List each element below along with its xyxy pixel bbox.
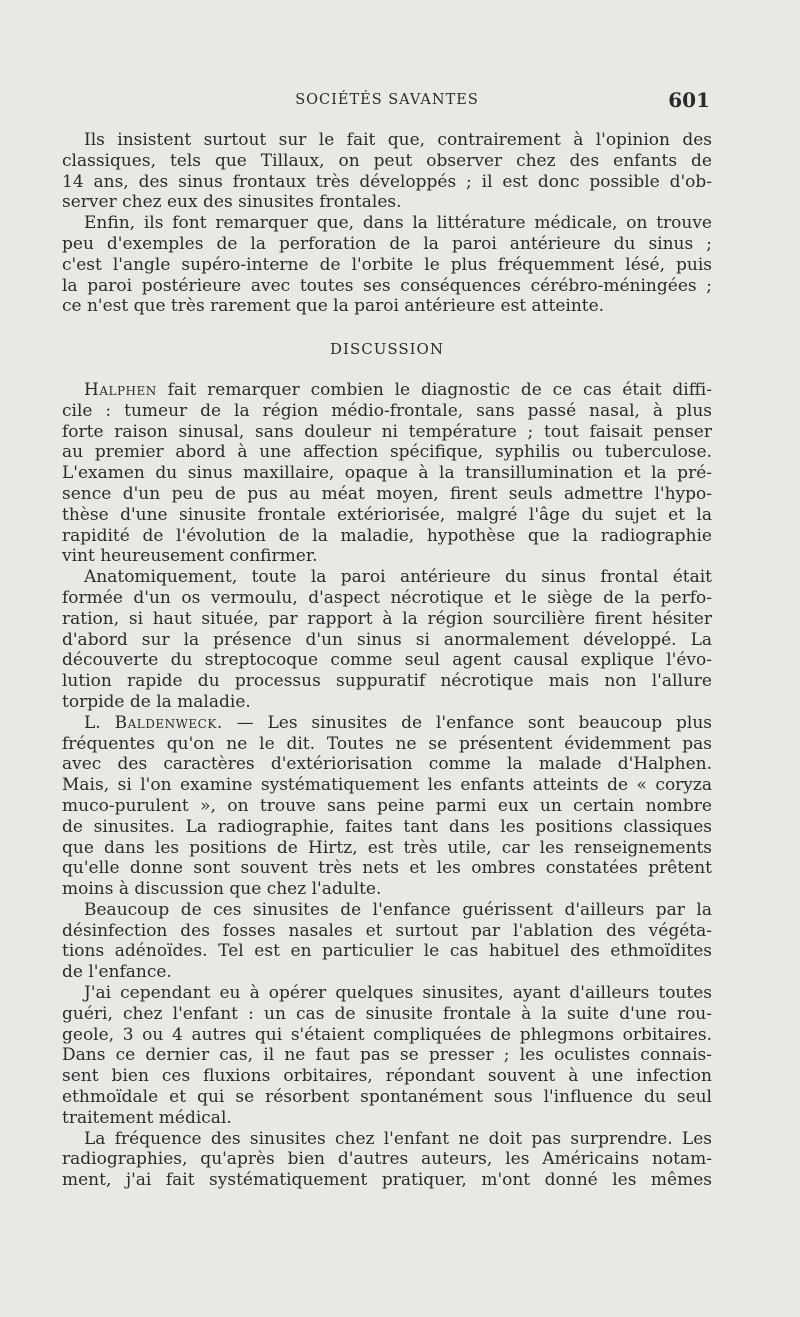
text-line: de l'enfance. — [62, 962, 172, 983]
paragraph — [62, 213, 712, 317]
text-line: Enfin, ils font remarquer que, dans la littérature médicale, on trouve — [84, 213, 712, 234]
text-line: J'ai cependant eu à opérer quelques sinusites, ayant d'ailleurs toutes — [84, 983, 712, 1004]
text-line: peu d'exemples de la perforation de la paroi antérieure du sinus ; — [62, 233, 712, 254]
text-line: geole, 3 ou 4 autres qui s'étaient compliquées de phlegmons orbitaires. — [62, 1024, 712, 1045]
text-line — [62, 380, 712, 401]
text-line: rapidité de l'évolution de la maladie, hypothèse que la radiographie — [62, 525, 712, 546]
text-line: ment, j'ai fait systématiquement pratiquer, m'ont donné les mêmes — [62, 1170, 712, 1191]
text-line: moins à discussion que chez l'adulte. — [62, 879, 382, 900]
text-line — [62, 713, 712, 734]
text-line: Ils insistent surtout sur le fait que, contrairement à l'opinion des — [84, 130, 712, 150]
running-header — [62, 88, 712, 116]
text-fragment: fait remarquer combien le diagnostic de ce cas était diffi- — [167, 379, 712, 400]
text-line: ce n'est que très rarement que la paroi antérieure est atteinte. — [62, 296, 605, 317]
text-line: fréquentes qu'on ne le dit. Toutes ne se présentent évidemment pas — [62, 733, 712, 754]
text-line: sence d'un peu de pus au méat moyen, firent seuls admettre l'hypo- — [62, 483, 712, 504]
text-line: torpide de la maladie. — [62, 691, 251, 712]
text-line: La fréquence des sinusites chez l'enfant ne doit pas surprendre. Les — [84, 1128, 712, 1149]
text-line: avec des caractères d'extériorisation comme la malade d'Halphen. — [62, 754, 712, 775]
text-line: de sinusites. La radiographie, faites tant dans les positions classiques — [62, 816, 712, 837]
text-line: c'est l'angle supéro-interne de l'orbite le plus fréquemment lésé, puis — [62, 254, 712, 275]
text-line: forte raison sinusal, sans douleur ni température ; tout faisait penser — [62, 421, 712, 442]
text-line: vint heureusement confirmer. — [62, 546, 318, 567]
paragraph — [62, 130, 712, 213]
paragraph — [62, 983, 712, 1129]
page-number: 601 — [668, 88, 710, 112]
text-line: découverte du streptocoque comme seul agent causal explique l'évo- — [62, 650, 712, 671]
text-line: ration, si haut située, par rapport à la région sourcilière firent hésiter — [62, 608, 712, 629]
text-line: radiographies, qu'après bien d'autres auteurs, les Américains notam- — [62, 1149, 712, 1170]
text-line: sent bien ces fluxions orbitaires, répondant souvent à une infection — [62, 1066, 712, 1087]
text-line: au premier abord à une affection spécifique, syphilis ou tuberculose. — [62, 442, 712, 463]
speaker-initial: L. — [84, 712, 101, 733]
text-line: traitement médical. — [62, 1107, 232, 1128]
speaker-name: Halphen — [84, 379, 157, 400]
paragraph — [62, 1129, 712, 1191]
text-line: qu'elle donne sont souvent très nets et les ombres constatées prêtent — [62, 858, 712, 879]
text-line: 14 ans, des sinus frontaux très développés ; il est donc possible d'ob- — [62, 171, 712, 192]
header-title: SOCIÉTÉS SAVANTES — [295, 92, 479, 108]
paragraph — [62, 567, 712, 713]
text-line: ethmoïdale et qui se résorbent spontanément sous l'influence du seul — [62, 1087, 712, 1108]
paragraph — [62, 380, 712, 567]
text-line: la paroi postérieure avec toutes ses conséquences cérébro-méningées ; — [62, 275, 712, 296]
text-line: classiques, tels que Tillaux, on peut observer chez des enfants de — [62, 150, 712, 171]
paragraph — [62, 900, 712, 983]
text-line: guéri, chez l'enfant : un cas de sinusite frontale à la suite d'une rou- — [62, 1003, 712, 1024]
text-line: muco-purulent », on trouve sans peine parmi eux un certain nombre — [62, 795, 712, 816]
text-line: Mais, si l'on examine systématiquement les enfants atteints de « coryza — [62, 775, 712, 796]
text-line: Dans ce dernier cas, il ne faut pas se presser ; les oculistes connais- — [62, 1045, 712, 1066]
text-line: thèse d'une sinusite frontale extériorisée, malgré l'âge du sujet et la — [62, 504, 712, 525]
section-title: DISCUSSION — [330, 340, 444, 359]
text-line: lution rapide du processus suppuratif nécrotique mais non l'allure — [62, 671, 712, 692]
text-line: que dans les positions de Hirtz, est très utile, car les renseignements — [62, 837, 712, 858]
text-line: tions adénoïdes. Tel est en particulier le cas habituel des ethmoïdites — [62, 941, 712, 962]
text-line: Beaucoup de ces sinusites de l'enfance guérissent d'ailleurs par la — [84, 899, 712, 920]
text-line: désinfection des fosses nasales et surtout par l'ablation des végéta- — [62, 920, 712, 941]
body-text — [62, 130, 712, 1191]
text-line: cile : tumeur de la région médio-frontale, sans passé nasal, à plus — [62, 400, 712, 421]
text-line: d'abord sur la présence d'un sinus si anormalement développé. La — [62, 629, 712, 650]
text-fragment: — Les sinusites de l'enfance sont beaucoup plus — [236, 712, 712, 733]
text-line: server chez eux des sinusites frontales. — [62, 192, 402, 213]
text-line: Anatomiquement, toute la paroi antérieure du sinus frontal était — [84, 567, 712, 588]
speaker-name: Baldenweck. — [114, 712, 223, 733]
paragraph — [62, 713, 712, 900]
text-line: formée d'un os vermoulu, d'aspect nécrotique et le siège de la perfo- — [62, 587, 712, 608]
text-line: L'examen du sinus maxillaire, opaque à la transillumination et la pré- — [62, 463, 712, 484]
